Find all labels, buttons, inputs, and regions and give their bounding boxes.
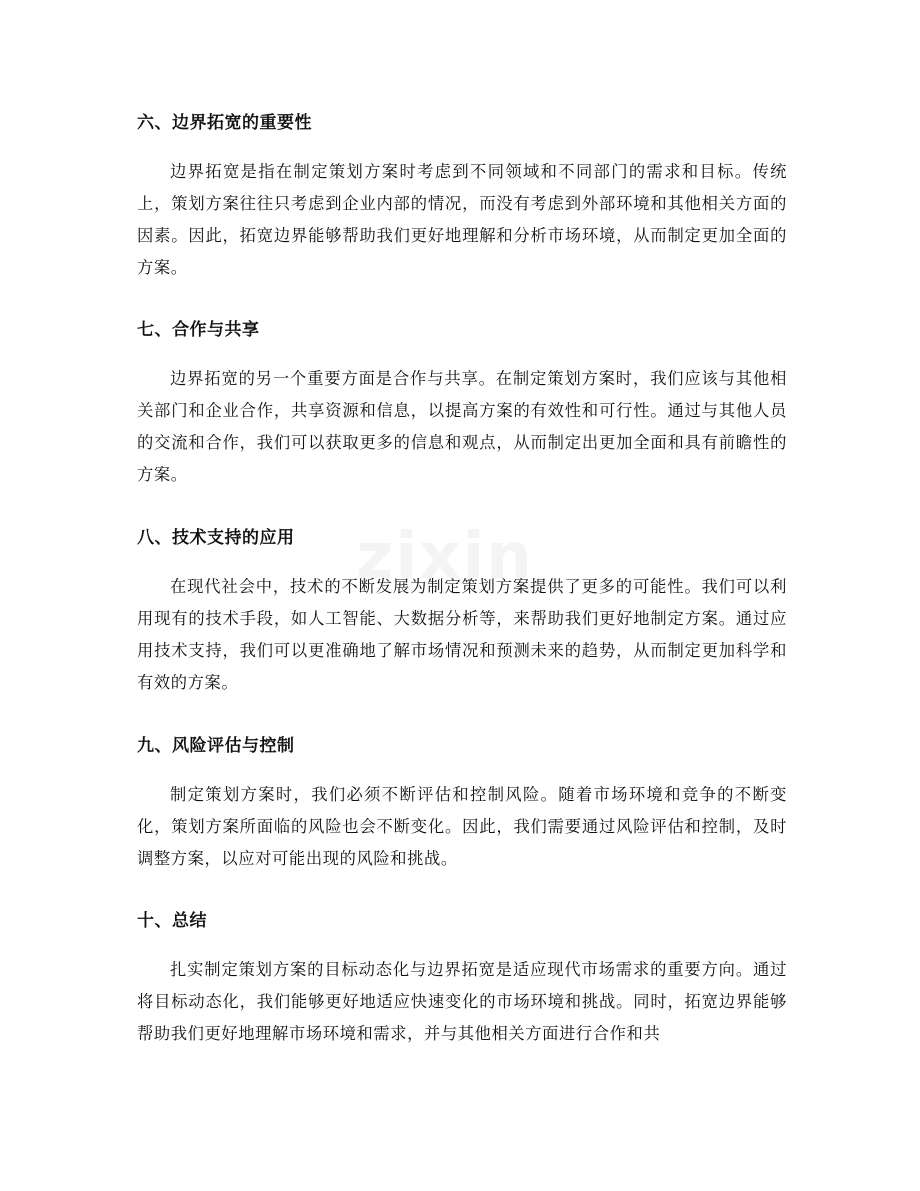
section-heading-6: 六、边界拓宽的重要性 [137,113,312,133]
section-body-10: 扎实制定策划方案的目标动态化与边界拓宽是适应现代市场需求的重要方向。通过将目标动态化，我们能够更好地适应快速变化的市场环境和挑战。同时，拓宽边界能够帮助我们更好地理解市场环境和需求，并与其他相关方面进行合作和共 [137,960,787,1043]
section-body-9: 制定策划方案时，我们必须不断评估和控制风险。随着市场环境和竞争的不断变化，策划方案所面临的风险也会不断变化。因此，我们需要通过风险评估和控制，及时调整方案，以应对可能出现的风险和挑战。 [137,785,787,868]
section-heading-8: 八、技术支持的应用 [137,528,295,548]
section-body-6: 边界拓宽是指在制定策划方案时考虑到不同领域和不同部门的需求和目标。传统上，策划方案往往只考虑到企业内部的情况，而没有考虑到外部环境和其他相关方面的因素。因此，拓宽边界能够帮助我们更好地理解和分析市场环境，从而制定更加全面的方案。 [137,162,787,277]
section-heading-10: 十、总结 [137,911,207,931]
section-body-8: 在现代社会中，技术的不断发展为制定策划方案提供了更多的可能性。我们可以利用现有的技术手段，如人工智能、大数据分析等，来帮助我们更好地制定方案。通过应用技术支持，我们可以更准确地了解市场情况和预测未来的趋势，从而制定更加科学和有效的方案。 [137,577,787,692]
section-heading-7: 七、合作与共享 [137,320,260,340]
section-heading-9: 九、风险评估与控制 [137,736,295,756]
section-body-7: 边界拓宽的另一个重要方面是合作与共享。在制定策划方案时，我们应该与其他相关部门和企业合作，共享资源和信息，以提高方案的有效性和可行性。通过与其他人员的交流和合作，我们可以获取更多的信息和观点，从而制定出更加全面和具有前瞻性的方案。 [137,369,787,484]
